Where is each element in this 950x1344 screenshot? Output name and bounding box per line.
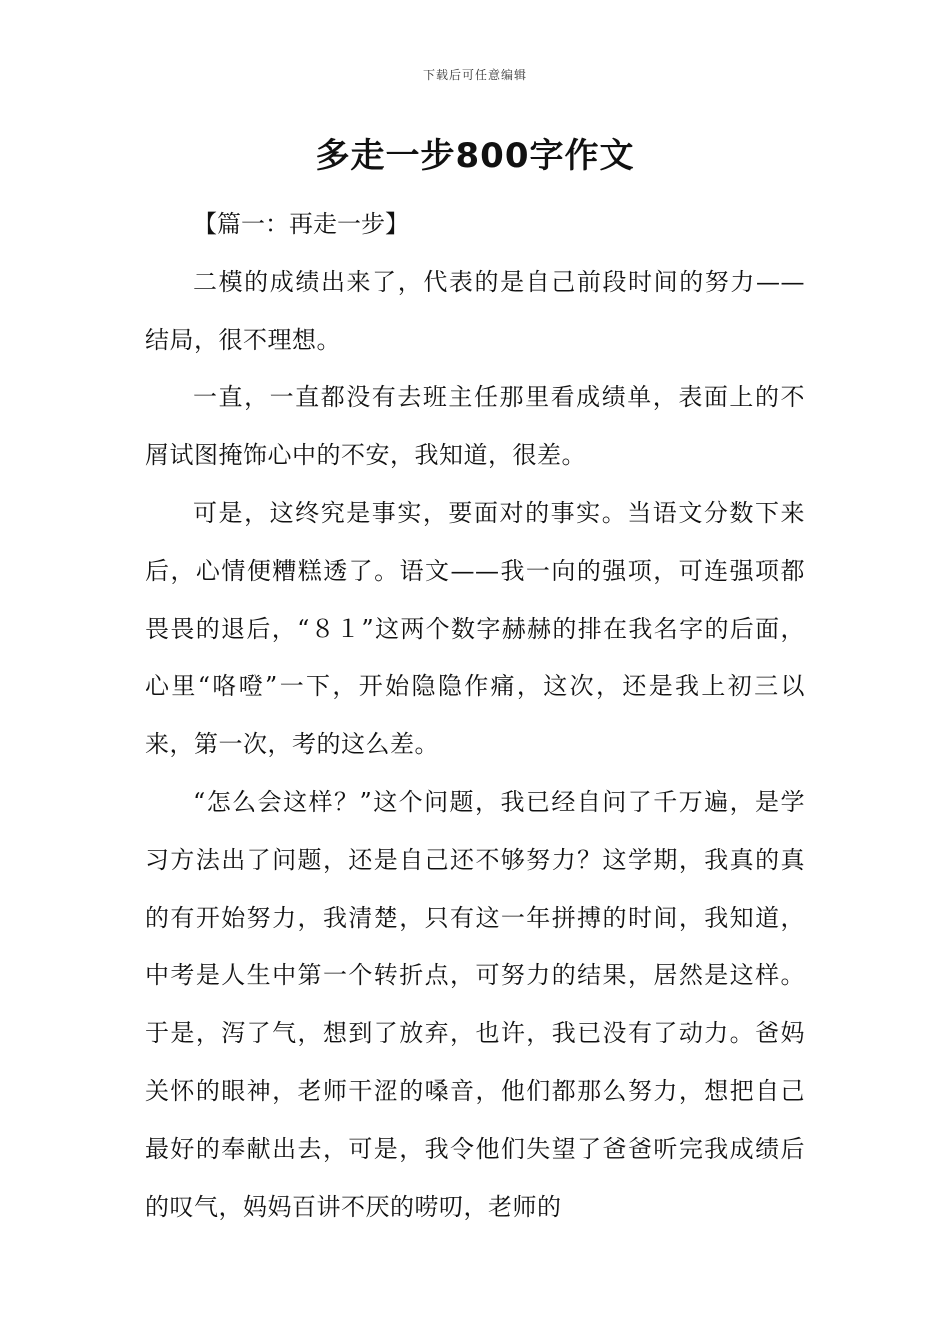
header-note: 下载后可任意编辑 <box>422 68 527 82</box>
document-title: 多走一步800字作文 <box>315 136 635 176</box>
section-heading: 【篇一：再走一步】 <box>193 210 409 238</box>
paragraph-2: 一直，一直都没有去班主任那里看成绩单，表面上的不屑试图掩饰心中的不安，我知道，很差。 <box>145 383 805 470</box>
paragraph-4: “怎么会这样？”这个问题，我已经自问了千万遍，是学习方法出了问题，还是自己还不够努力？这学期，我真的真的有开始努力，我清楚，只有这一年拼搏的时间，我知道，中考是人生中第一个转折点，可努力的结果，居然是这样。于是，泻了气，想到了放弃，也许，我已没有了动力。爸妈关怀的眼神，老师干涩的嗓音，他们都那么努力，想把自己最好的奉献出去，可是，我令他们失望了爸爸听完我成绩后的叹气，妈妈百讲不厌的唠叨，老师的 <box>145 787 805 1221</box>
document-body <box>145 196 805 1236</box>
paragraph-1: 二模的成绩出来了，代表的是自己前段时间的努力——结局，很不理想。 <box>145 267 805 354</box>
paragraph-3: 可是，这终究是事实，要面对的事实。当语文分数下来后，心情便糟糕透了。语文——我一向的强项，可连强项都畏畏的退后，“８１”这两个数字赫赫的排在我名字的后面，心里“咯噔”一下，开始隐隐作痛，这次，还是我上初三以来，第一次，考的这么差。 <box>145 498 805 759</box>
